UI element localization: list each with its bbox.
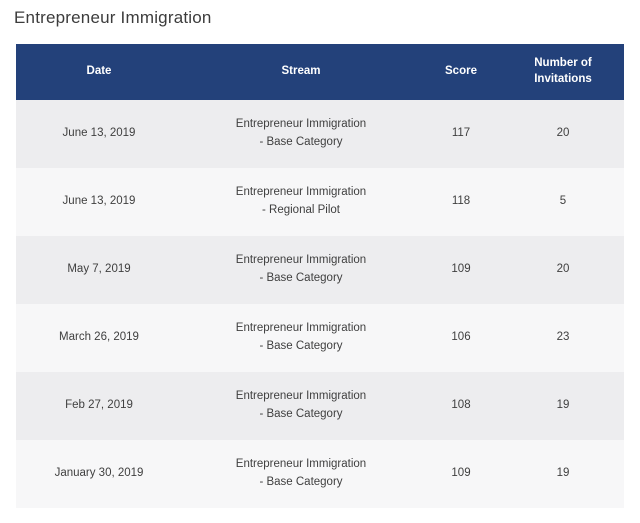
cell-score: 118 <box>420 168 502 236</box>
cell-date: June 13, 2019 <box>16 168 182 236</box>
cell-stream <box>182 236 420 304</box>
cell-invitations: 20 <box>502 100 624 168</box>
cell-stream-line1: Entrepreneur Immigration <box>235 322 367 335</box>
page-title: Entrepreneur Immigration <box>14 8 212 27</box>
cell-stream <box>182 304 420 372</box>
cell-stream-line1: Entrepreneur Immigration <box>235 118 367 131</box>
cell-date: Feb 27, 2019 <box>16 372 182 440</box>
cell-score: 106 <box>420 304 502 372</box>
table-header <box>16 44 624 100</box>
cell-stream-line2: - Base Category <box>259 136 343 148</box>
column-header-invitations <box>502 44 624 100</box>
cell-invitations: 20 <box>502 236 624 304</box>
cell-score: 117 <box>420 100 502 168</box>
column-header-invitations-line2: Invitations <box>534 73 592 85</box>
column-header-score: Score <box>420 44 502 100</box>
cell-invitations: 19 <box>502 440 624 508</box>
cell-stream-line1: Entrepreneur Immigration <box>235 254 367 267</box>
cell-stream-line1: Entrepreneur Immigration <box>235 186 367 199</box>
cell-stream <box>182 372 420 440</box>
table-row <box>16 100 624 168</box>
entrepreneur-immigration-draws-table <box>16 44 624 508</box>
cell-stream-line2: - Base Category <box>259 408 343 420</box>
column-header-stream: Stream <box>182 44 420 100</box>
table-row <box>16 236 624 304</box>
cell-invitations: 23 <box>502 304 624 372</box>
cell-date: June 13, 2019 <box>16 100 182 168</box>
cell-score: 109 <box>420 440 502 508</box>
table-body <box>16 100 624 508</box>
cell-stream-line2: - Base Category <box>259 476 343 488</box>
cell-date: March 26, 2019 <box>16 304 182 372</box>
cell-stream-line2: - Base Category <box>259 272 343 284</box>
draws-table-container <box>16 44 624 508</box>
column-header-invitations-line1: Number of <box>534 57 592 70</box>
cell-stream-line1: Entrepreneur Immigration <box>235 458 367 471</box>
cell-stream-line2: - Base Category <box>259 340 343 352</box>
cell-invitations: 5 <box>502 168 624 236</box>
column-header-date: Date <box>16 44 182 100</box>
table-row <box>16 440 624 508</box>
table-row <box>16 168 624 236</box>
cell-stream <box>182 168 420 236</box>
cell-stream-line1: Entrepreneur Immigration <box>235 390 367 403</box>
cell-stream-line2: - Regional Pilot <box>262 204 340 216</box>
table-header-row <box>16 44 624 100</box>
cell-date: January 30, 2019 <box>16 440 182 508</box>
cell-score: 109 <box>420 236 502 304</box>
cell-invitations: 19 <box>502 372 624 440</box>
cell-date: May 7, 2019 <box>16 236 182 304</box>
table-row <box>16 304 624 372</box>
table-row <box>16 372 624 440</box>
cell-score: 108 <box>420 372 502 440</box>
cell-stream <box>182 100 420 168</box>
cell-stream <box>182 440 420 508</box>
